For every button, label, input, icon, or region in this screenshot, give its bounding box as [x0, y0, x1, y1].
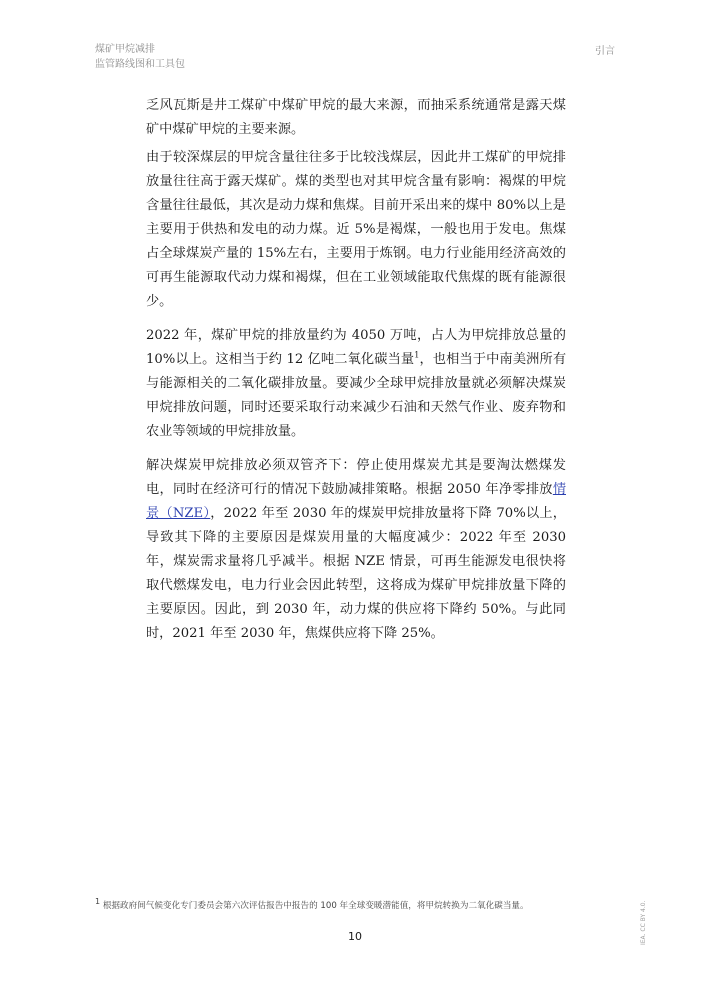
paragraph-2 [146, 146, 566, 314]
license-note [640, 895, 650, 945]
main-text [146, 94, 566, 646]
header-title-line2: 监管路线图和工具包 [95, 59, 185, 70]
license-text: IEA. CC BY 4.0. [640, 900, 647, 945]
footnote-ref[interactable]: 1 [414, 350, 420, 360]
paragraph-3 [146, 324, 566, 444]
paragraph-4 [146, 454, 566, 646]
nze-scenario-link[interactable]: 情景（NZE） [146, 482, 566, 521]
running-header [95, 42, 185, 72]
paragraph-4-text-b: ，2022 年至 2030 年的煤炭甲烷排放量将下降 70%以上，导致其下降的主要原因是煤炭用量的大幅度减少：2022 年至 2030 年，煤炭需求量将几乎减半。根据 NZE 情景，可再生能源发电很快将取代燃煤发电，电力行业会因此转型，这将成为煤矿甲烷排放量下降的主要原因。因此，到 2030 年，动力煤的供应将下降约 50%。与此同时，2021 年至 2030 年，焦煤供应将下降 25%。 [146, 506, 566, 641]
footnote-text: 根据政府间气候变化专门委员会第六次评估报告中报告的 100 年全球变暖潜能值，将甲烷转换为二氧化碳当量。 [102, 901, 529, 911]
paragraph-3-text-b: ，也相当于中南美洲所有与能源相关的二氧化碳排放量。要减少全球甲烷排放量就必须解决煤炭甲烷排放问题，同时还要采取行动来减少石油和天然气作业、废弃物和农业等领域的甲烷排放量。 [146, 352, 567, 439]
paragraph-4-text-a: 解决煤炭甲烷排放必须双管齐下：停止使用煤炭尤其是要淘汰燃煤发电，同时在经济可行的情况下鼓励减排策略。根据 2050 年净零排放 [146, 458, 566, 497]
header-section-label: 引言 [595, 46, 615, 57]
footnote [95, 899, 595, 911]
header-title-line1: 煤矿甲烷减排 [95, 44, 155, 55]
footnote-mark: 1 [95, 897, 101, 907]
paragraph-2-text: 由于较深煤层的甲烷含量往往多于比较浅煤层，因此井工煤矿的甲烷排放量往往高于露天煤矿。煤的类型也对其甲烷含量有影响：褐煤的甲烷含量往往最低，其次是动力煤和焦煤。目前开采出来的煤中 80%以上是主要用于供热和发电的动力煤。近 5%是褐煤，一般也用于发电。焦煤占全球煤炭产量的 15%左右，主要用于炼钢。电力行业能用经济高效的可再生能源取代动力煤和褐煤，但在工业领域能取代焦煤的既有能源很少。 [146, 150, 566, 309]
page-number: 10 [348, 930, 362, 943]
paragraph-3-text-a: 2022 年，煤矿甲烷的排放量约为 4050 万吨，占人为甲烷排放总量的 10%以上。这相当于约 12 亿吨二氧化碳当量 [146, 328, 566, 367]
paragraph-1: 乏风瓦斯是井工煤矿中煤矿甲烷的最大来源，而抽采系统通常是露天煤矿中煤矿甲烷的主要来源。 [146, 98, 566, 137]
